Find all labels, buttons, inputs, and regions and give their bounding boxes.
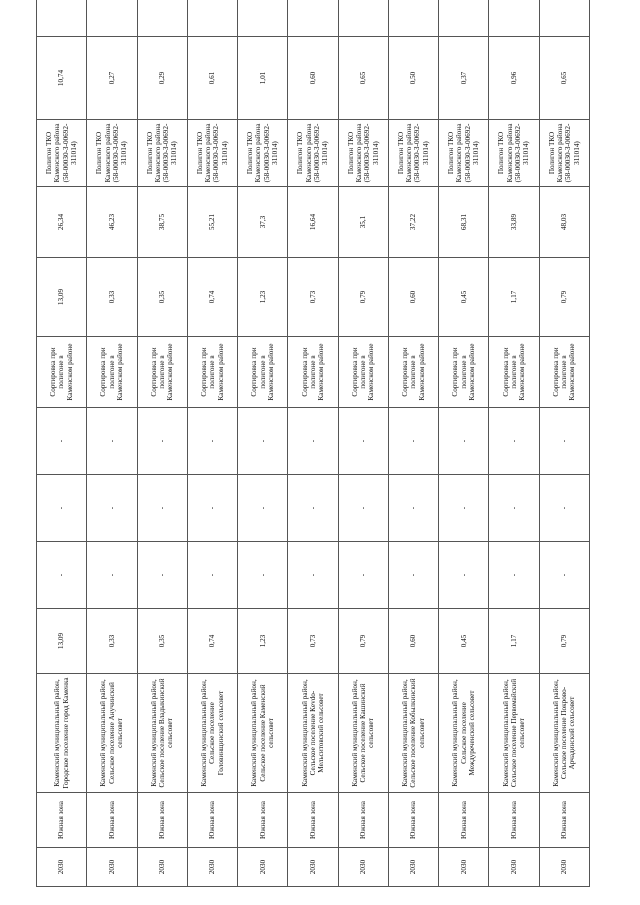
processing-object-cell: Сортировка при полигоне в Каменском районе [288,337,338,408]
empty-cell: - [137,542,187,609]
zone-cell: Южная зона [388,793,438,848]
landfill-cell: Полигон ТКО Каменского района (58-00030-З-00692-311014) [37,120,87,187]
municipality-cell: Каменский муниципальный район, Сельское поселение Кобылкинский сельсовет [388,674,438,793]
landfill-cell: Полигон ТКО Каменского района (58-00030-З-00692-311014) [288,120,338,187]
remainder-cell [539,0,589,37]
table-row [137,0,187,887]
facility-capacity-cell: 37,22 [388,187,438,258]
empty-cell: - [238,408,288,475]
empty-cell: - [137,475,187,542]
empty-cell: - [137,408,187,475]
empty-cell: - [37,475,87,542]
municipality-cell: Каменский муниципальный район, Сельское поселение Анучинский сельсовет [87,674,137,793]
table-row [439,0,489,887]
zone-cell: Южная зона [439,793,489,848]
table-row [87,0,137,887]
facility-capacity-cell: 38,75 [137,187,187,258]
empty-cell: - [388,542,438,609]
empty-cell: - [187,542,237,609]
disposed-volume-cell: 0,65 [338,37,388,120]
table-row [37,0,87,887]
processed-volume-cell: 1,23 [238,258,288,337]
disposed-volume-cell: 0,50 [388,37,438,120]
waste-mass-cell: 0,45 [439,609,489,674]
empty-cell: - [87,475,137,542]
remainder-cell [388,0,438,37]
disposed-volume-cell: 0,29 [137,37,187,120]
municipality-cell: Каменский муниципальный район, Сельское поселение Владыкинский сельсовет [137,674,187,793]
empty-cell: - [388,475,438,542]
waste-mass-cell: 1,23 [238,609,288,674]
processing-object-cell: Сортировка при полигоне в Каменском районе [489,337,539,408]
empty-cell: - [87,408,137,475]
processed-volume-cell: 0,33 [87,258,137,337]
empty-cell: - [338,408,388,475]
landfill-cell: Полигон ТКО Каменского района (58-00030-З-00692-311014) [137,120,187,187]
waste-mass-cell: 13,09 [37,609,87,674]
empty-cell: - [489,475,539,542]
empty-cell: - [439,542,489,609]
processing-object-cell: Сортировка при полигоне в Каменском районе [238,337,288,408]
empty-cell: - [439,408,489,475]
processed-volume-cell: 0,60 [388,258,438,337]
year-cell: 2030 [87,848,137,887]
rotated-page [36,21,590,887]
waste-mass-cell: 1,17 [489,609,539,674]
facility-capacity-cell: 16,64 [288,187,338,258]
municipality-cell: Каменский муниципальный район, Городское поселение город Каменка [37,674,87,793]
remainder-cell [338,0,388,37]
remainder-cell [238,0,288,37]
zone-cell: Южная зона [338,793,388,848]
empty-cell: - [539,408,589,475]
remainder-cell [37,0,87,37]
table-row [539,0,589,887]
landfill-cell: Полигон ТКО Каменского района (58-00030-З-00692-311014) [539,120,589,187]
landfill-cell: Полигон ТКО Каменского района (58-00030-З-00692-311014) [87,120,137,187]
empty-cell: - [37,542,87,609]
waste-mass-cell: 0,79 [338,609,388,674]
processed-volume-cell: 1,17 [489,258,539,337]
processing-object-cell: Сортировка при полигоне в Каменском районе [338,337,388,408]
facility-capacity-cell: 26,34 [37,187,87,258]
zone-cell: Южная зона [238,793,288,848]
processing-object-cell: Сортировка при полигоне в Каменском районе [187,337,237,408]
landfill-cell: Полигон ТКО Каменского района (58-00030-З-00692-311014) [238,120,288,187]
landfill-cell: Полигон ТКО Каменского района (58-00030-З-00692-311014) [489,120,539,187]
empty-cell: - [489,408,539,475]
processed-volume-cell: 0,79 [539,258,589,337]
zone-cell: Южная зона [288,793,338,848]
year-cell: 2030 [137,848,187,887]
landfill-cell: Полигон ТКО Каменского района (58-00030-З-00692-311014) [439,120,489,187]
municipality-cell: Каменский муниципальный район, Сельское поселение Каменский сельсовет [238,674,288,793]
year-cell: 2030 [388,848,438,887]
processing-object-cell: Сортировка при полигоне в Каменском районе [388,337,438,408]
facility-capacity-cell: 46,23 [87,187,137,258]
empty-cell: - [439,475,489,542]
disposed-volume-cell: 0,27 [87,37,137,120]
municipality-cell: Каменский муниципальный район, Сельское поселение Покрово-Арчадинский сельсовет [539,674,589,793]
year-cell: 2030 [288,848,338,887]
facility-capacity-cell: 37,3 [238,187,288,258]
processed-volume-cell: 0,74 [187,258,237,337]
waste-mass-cell: 0,79 [539,609,589,674]
disposed-volume-cell: 0,96 [489,37,539,120]
processing-object-cell: Сортировка при полигоне в Каменском районе [539,337,589,408]
facility-capacity-cell: 48,03 [539,187,589,258]
empty-cell: - [87,542,137,609]
empty-cell: - [338,542,388,609]
facility-capacity-cell: 35,1 [338,187,388,258]
waste-flow-table [36,0,590,887]
table-row [489,0,539,887]
empty-cell: - [288,408,338,475]
municipality-cell: Каменский муниципальный район, Сельское поселение Первомайский сельсовет [489,674,539,793]
municipality-cell: Каменский муниципальный район, Сельское поселение Кашинский сельсовет [338,674,388,793]
table-body [37,0,590,887]
waste-mass-cell: 0,74 [187,609,237,674]
processed-volume-cell: 0,35 [137,258,187,337]
waste-mass-cell: 0,33 [87,609,137,674]
disposed-volume-cell: 0,61 [187,37,237,120]
remainder-cell [489,0,539,37]
empty-cell: - [37,408,87,475]
disposed-volume-cell: 0,37 [439,37,489,120]
disposed-volume-cell: 0,60 [288,37,338,120]
processing-object-cell: Сортировка при полигоне в Каменском районе [87,337,137,408]
zone-cell: Южная зона [87,793,137,848]
empty-cell: - [338,475,388,542]
waste-mass-cell: 0,73 [288,609,338,674]
empty-cell: - [539,475,589,542]
disposed-volume-cell: 0,65 [539,37,589,120]
facility-capacity-cell: 68,31 [439,187,489,258]
landfill-cell: Полигон ТКО Каменского района (58-00030-З-00692-311014) [388,120,438,187]
empty-cell: - [288,542,338,609]
waste-mass-cell: 0,60 [388,609,438,674]
year-cell: 2030 [489,848,539,887]
empty-cell: - [238,542,288,609]
year-cell: 2030 [338,848,388,887]
remainder-cell [439,0,489,37]
municipality-cell: Каменский муниципальный район, Сельское поселение Междуреченский сельсовет [439,674,489,793]
zone-cell: Южная зона [489,793,539,848]
landfill-cell: Полигон ТКО Каменского района (58-00030-З-00692-311014) [187,120,237,187]
empty-cell: - [187,408,237,475]
year-cell: 2030 [238,848,288,887]
empty-cell: - [388,408,438,475]
municipality-cell: Каменский муниципальный район, Сельское поселение Кevdo-Мельситовский сельсовет [288,674,338,793]
table-row [388,0,438,887]
empty-cell: - [238,475,288,542]
empty-cell: - [539,542,589,609]
processing-object-cell: Сортировка при полигоне в Каменском районе [37,337,87,408]
processing-object-cell: Сортировка при полигоне в Каменском районе [137,337,187,408]
zone-cell: Южная зона [37,793,87,848]
facility-capacity-cell: 55,21 [187,187,237,258]
remainder-cell [187,0,237,37]
table-row [288,0,338,887]
processed-volume-cell: 0,79 [338,258,388,337]
municipality-cell: Каменский муниципальный район, Сельское поселение Головинщинский сельсовет [187,674,237,793]
zone-cell: Южная зона [137,793,187,848]
table-row [187,0,237,887]
processed-volume-cell: 13,09 [37,258,87,337]
remainder-cell [288,0,338,37]
year-cell: 2030 [187,848,237,887]
table-row [238,0,288,887]
disposed-volume-cell: 10,74 [37,37,87,120]
empty-cell: - [187,475,237,542]
remainder-cell [137,0,187,37]
table-row [338,0,388,887]
processed-volume-cell: 0,73 [288,258,338,337]
empty-cell: - [288,475,338,542]
empty-cell: - [489,542,539,609]
year-cell: 2030 [37,848,87,887]
remainder-cell [87,0,137,37]
year-cell: 2030 [539,848,589,887]
year-cell: 2030 [439,848,489,887]
landfill-cell: Полигон ТКО Каменского района (58-00030-З-00692-311014) [338,120,388,187]
processing-object-cell: Сортировка при полигоне в Каменском районе [439,337,489,408]
zone-cell: Южная зона [187,793,237,848]
waste-mass-cell: 0,35 [137,609,187,674]
disposed-volume-cell: 1,01 [238,37,288,120]
zone-cell: Южная зона [539,793,589,848]
processed-volume-cell: 0,45 [439,258,489,337]
facility-capacity-cell: 33,89 [489,187,539,258]
